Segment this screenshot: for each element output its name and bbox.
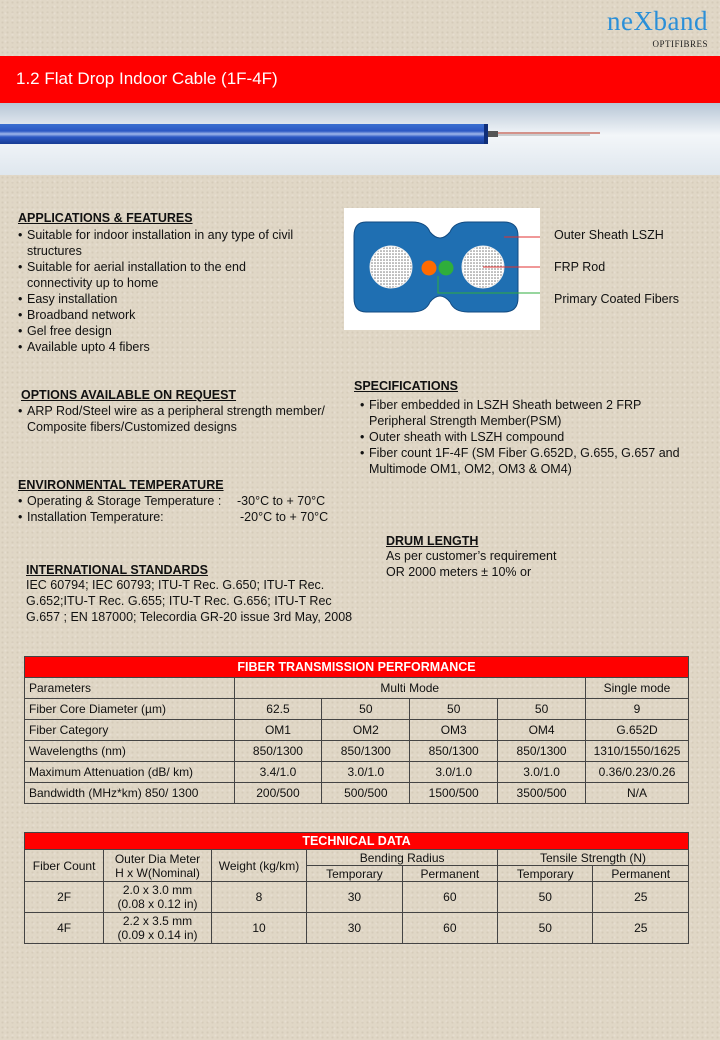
table-row: Fiber Category OM1 OM2 OM3 OM4 G.652D: [25, 720, 689, 741]
technical-data-table: [24, 832, 689, 944]
list-item: • Broadband network: [18, 307, 338, 323]
standards-section: [26, 563, 396, 625]
header-tensile-strength: Tensile Strength (N): [498, 850, 689, 866]
header-single-mode: Single mode: [586, 678, 689, 699]
environmental-section: [18, 478, 358, 525]
table-row: Fiber Core Diameter (µm) 62.5 50 50 50 9: [25, 699, 689, 720]
table-row: Temporary Permanent Temporary Permanent: [25, 866, 689, 882]
list-item: • Operating & Storage Temperature : -30°C to + 70°C: [18, 493, 358, 509]
applications-section: [18, 211, 338, 355]
list-item: • Available upto 4 fibers: [18, 339, 338, 355]
list-item: • Installation Temperature: -20°C to + 70°C: [18, 509, 358, 525]
drum-length-heading: DRUM LENGTH: [386, 534, 479, 548]
table-row: 2F 2.0 x 3.0 mm (0.08 x 0.12 in) 8 30 60 50 25: [25, 882, 689, 913]
specifications-section: [354, 379, 704, 477]
drum-length-line: As per customer’s requirement: [386, 549, 557, 563]
list-item: • Outer sheath with LSZH compound: [360, 429, 704, 445]
environmental-list: [18, 493, 358, 525]
applications-list: [18, 227, 338, 355]
options-heading: OPTIONS AVAILABLE ON REQUEST: [21, 388, 237, 402]
table-row: 4F 2.2 x 3.5 mm (0.09 x 0.14 in) 10 30 60 50 25: [25, 913, 689, 944]
fiber-transmission-table: [24, 656, 689, 804]
header-parameters: Parameters: [25, 678, 235, 699]
header-bending-radius: Bending Radius: [307, 850, 498, 866]
header-fiber-count: Fiber Count: [25, 850, 104, 882]
table-row: [25, 678, 689, 699]
environmental-heading: ENVIRONMENTAL TEMPERATURE: [18, 478, 224, 492]
brand-name: neXband: [607, 6, 708, 36]
drum-length-section: [386, 534, 686, 580]
table-row: Wavelengths (nm) 850/1300 850/1300 850/1300 850/1300 1310/1550/1625: [25, 741, 689, 762]
list-item: • Suitable for aerial installation to the end connectivity up to home: [18, 259, 338, 291]
table-row: Bandwidth (MHz*km) 850/ 1300 200/500 500/500 1500/500 3500/500 N/A: [25, 783, 689, 804]
list-item: • Gel free design: [18, 323, 338, 339]
header-multi-mode: Multi Mode: [234, 678, 586, 699]
list-item: • ARP Rod/Steel wire as a peripheral strength member/ Composite fibers/Customized designs: [18, 403, 358, 435]
page-title: 1.2 Flat Drop Indoor Cable (1F-4F): [16, 69, 278, 88]
drum-length-line: OR 2000 meters ± 10% or: [386, 565, 532, 579]
standards-line: G.657 ; EN 187000; Telecordia GR-20 issue 3rd May, 2008: [26, 610, 353, 624]
list-item: • Fiber count 1F-4F (SM Fiber G.652D, G.655, G.657 and Multimode OM1, OM2, OM3 & OM4): [360, 445, 704, 477]
tech-table-title: TECHNICAL DATA: [25, 833, 689, 850]
cable-illustration: [0, 103, 720, 175]
label-primary-fibers: Primary Coated Fibers: [554, 292, 680, 306]
cable-banner-image: [0, 103, 720, 175]
header-weight: Weight (kg/km): [211, 850, 306, 882]
standards-line: G.652;ITU-T Rec. G.655; ITU-T Rec. G.656; ITU-T Rec: [26, 594, 332, 608]
options-section: [18, 388, 358, 435]
label-outer-sheath: Outer Sheath LSZH: [554, 228, 664, 242]
standards-heading: INTERNATIONAL STANDARDS: [26, 563, 208, 577]
table-row: [25, 850, 689, 866]
specifications-list: [354, 397, 704, 477]
list-item: • Easy installation: [18, 291, 338, 307]
cross-section-diagram: [344, 208, 540, 330]
options-list: [18, 403, 358, 435]
header-outer-dia: Outer Dia Meter H x W(Nominal): [104, 850, 212, 882]
specifications-heading: SPECIFICATIONS: [354, 379, 458, 393]
brand-logo: [607, 6, 708, 49]
standards-line: IEC 60794; IEC 60793; ITU-T Rec. G.650; ITU-T Rec.: [26, 578, 325, 592]
table-row: Maximum Attenuation (dB/ km) 3.4/1.0 3.0/1.0 3.0/1.0 3.0/1.0 0.36/0.23/0.26: [25, 762, 689, 783]
list-item: • Fiber embedded in LSZH Sheath between 2 FRP Peripheral Strength Member(PSM): [360, 397, 704, 429]
brand-tagline: OPTIFIBRES: [652, 39, 708, 49]
title-bar: [0, 56, 720, 103]
label-frp-rod: FRP Rod: [554, 260, 606, 274]
cable-cross-section-figure: [344, 208, 540, 330]
applications-heading: APPLICATIONS & FEATURES: [18, 211, 193, 225]
list-item: • Suitable for indoor installation in any type of civil structures: [18, 227, 338, 259]
fiber-table-title: FIBER TRANSMISSION PERFORMANCE: [25, 657, 689, 678]
